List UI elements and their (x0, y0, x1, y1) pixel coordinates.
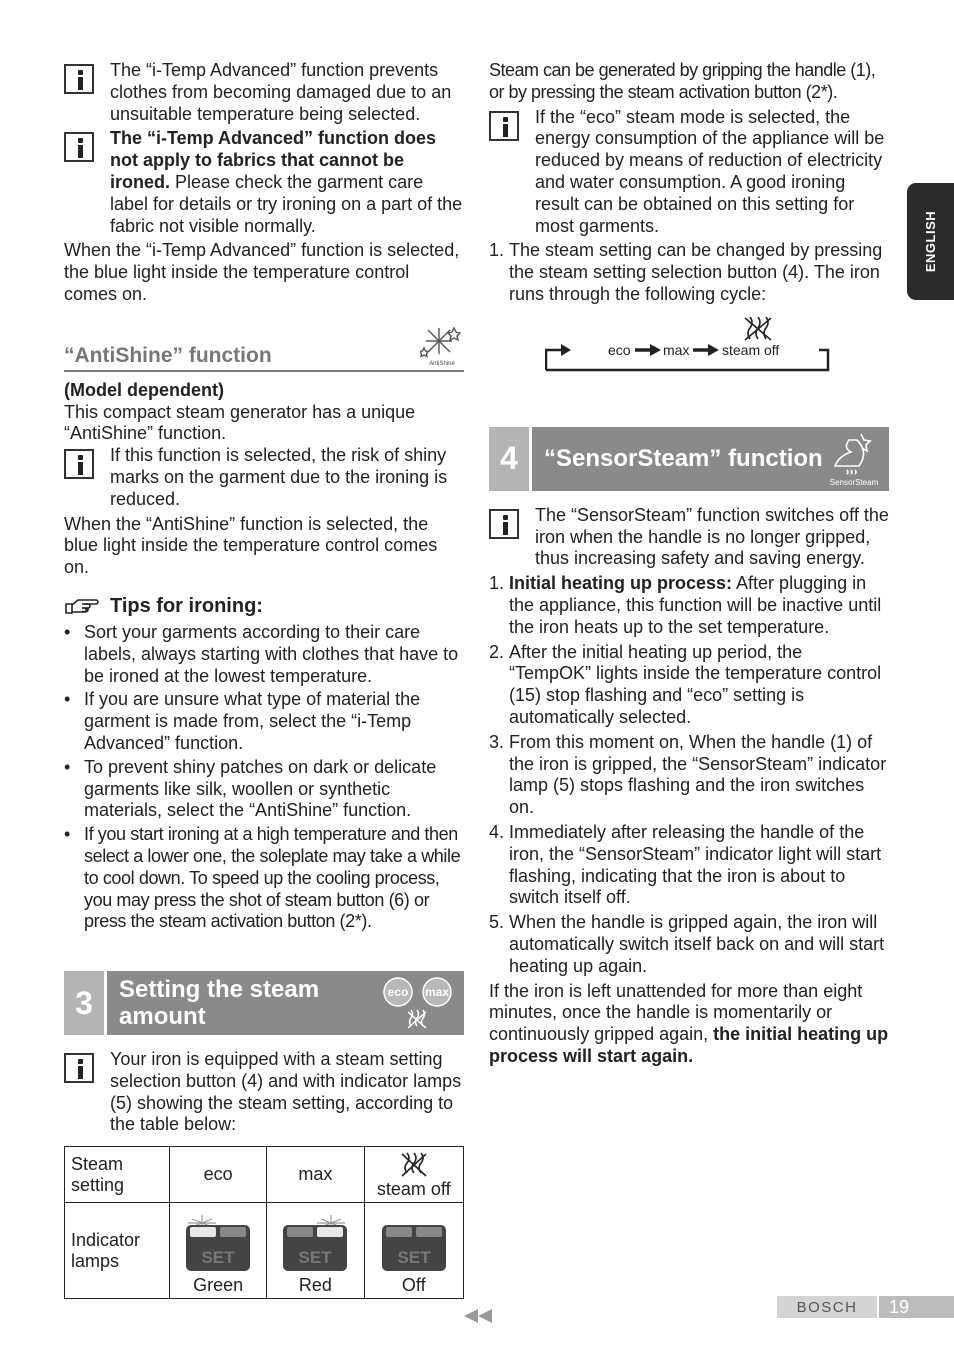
paragraph: When the “i-Temp Advanced” function is selected, the blue light inside the temperature control comes on. (64, 240, 460, 304)
left-column (64, 60, 464, 1299)
paragraph: Steam can be generated by gripping the handle (1), or by pressing the steam activation button (2*). (489, 60, 876, 102)
list-item (489, 912, 889, 977)
svg-text:SET: SET (298, 1248, 332, 1268)
step-text: The steam setting can be changed by pressing the steam setting selection button (4). The iron runs through the following cycle: (509, 240, 883, 304)
steam-cycle-steps (489, 240, 889, 305)
previous-page-icon[interactable] (464, 1309, 494, 1323)
list-item (64, 622, 464, 687)
cycle-max: max (663, 341, 690, 358)
steam-settings-table (64, 1146, 464, 1299)
info-text: If the “eco” steam mode is selected, the energy consumption of the appliance will be reduced by means of reduction of electricity and water consumption. A good ironing result can be obtained on this setting for most garments. (535, 106, 885, 236)
info-text: The “i-Temp Advanced” function prevents clothes from becoming damaged due to an unsuitable temperature being selected. (110, 60, 452, 124)
list-item (489, 822, 889, 909)
step-number: 5. (489, 912, 505, 933)
section-title (119, 976, 319, 1030)
language-tab-label: ENGLISH (923, 210, 939, 273)
info-note (64, 128, 464, 237)
step-number: 3. (489, 731, 505, 752)
info-icon (64, 1053, 94, 1083)
list-item (489, 732, 889, 819)
steam-amount-icons (382, 974, 454, 1032)
section-4-header (489, 427, 889, 491)
info-icon (64, 64, 94, 94)
tips-heading-row (64, 595, 464, 618)
table-cell (364, 1203, 463, 1299)
info-text: The “SensorSteam” function switches off the iron when the handle is no longer gripped, thus increasing safety and saving energy. (535, 504, 889, 569)
closing-bold: the initial heating up process will start again. (489, 1024, 889, 1066)
bold-text: The “i-Temp Advanced” function does not apply to fabrics that cannot be ironed. (110, 128, 437, 192)
svg-text:SET: SET (397, 1248, 431, 1268)
tips-list (64, 622, 464, 933)
language-tab (907, 183, 954, 300)
svg-text:SensorSteam: SensorSteam (829, 477, 879, 487)
table-cell-text: Green (193, 1275, 244, 1296)
info-text (110, 128, 464, 237)
sensorsteam-steps (489, 573, 889, 977)
step-text: When the handle is gripped again, the iron will automatically switch itself back on and will start heating up again. (509, 912, 885, 976)
brand-label: BOSCH (777, 1296, 877, 1318)
antishine-heading: “AntiShine” function (64, 343, 272, 367)
list-item-text: • If you are unsure what type of material the garment is made from, select the “i-Temp Advanced” function. (84, 689, 421, 753)
step-text: From this moment on, When the handle (1) of the iron is gripped, the “SensorSteam” indicator lamp (5) stops flashing and the iron switches on. (509, 731, 887, 818)
table-cell: Steam setting (65, 1147, 170, 1203)
step-number: 1. (489, 573, 505, 594)
indicator-lamp-off-icon (378, 1213, 450, 1275)
table-cell-text: steam off (376, 1179, 451, 1200)
section-title: “SensorSteam” function (544, 445, 823, 473)
page-number: 19 (879, 1296, 954, 1318)
model-dependent: (Model dependent) (64, 379, 224, 400)
section-3-header (64, 971, 464, 1035)
section-title-line: Setting the steam (119, 976, 320, 1004)
list-item (64, 757, 464, 822)
info-icon (489, 111, 519, 141)
max-badge-icon: max (424, 985, 450, 1000)
eco-badge-icon: eco (387, 985, 409, 1000)
info-text: If this function is selected, the risk of shiny marks on the garment due to the ironing is reduced. (110, 445, 448, 509)
section-number: 3 (64, 971, 104, 1035)
paragraph: This compact steam generator has a unique “AntiShine” function. (64, 401, 416, 444)
list-item-text: • Sort your garments according to their care labels, always starting with clothes that have to be ironed at the lowest temperature. (84, 621, 459, 686)
table-cell: max (267, 1147, 364, 1203)
list-item (489, 573, 889, 638)
table-cell (170, 1203, 267, 1299)
table-cell: eco (170, 1147, 267, 1203)
paragraph: When the “AntiShine” function is selected, the blue light inside the temperature control comes on. (64, 513, 438, 578)
table-cell: Indicator lamps (65, 1203, 170, 1299)
list-item (489, 642, 889, 729)
info-icon (489, 509, 519, 539)
table-cell-text: Off (401, 1275, 426, 1296)
table-row (65, 1147, 464, 1203)
step-text: After the initial heating up period, the “TempOK” lights inside the temperature control (15) stop flashing and “eco” setting is automatically selected. (509, 641, 882, 727)
tips-heading: Tips for ironing: (110, 594, 263, 617)
closing-text: If the iron is left unattended for more than eight minutes, once the handle is momentarily or continuously gripped again, (489, 980, 863, 1045)
indicator-lamp-red-icon (279, 1213, 351, 1275)
antishine-heading-row (64, 324, 464, 372)
section-title-bar (107, 971, 464, 1035)
info-note (64, 445, 464, 510)
list-item-text: • To prevent shiny patches on dark or delicate garments like silk, woollen or synthetic materials, select the “AntiShine” function. (84, 756, 437, 821)
steam-cycle-diagram (545, 316, 889, 379)
right-column (489, 60, 889, 1068)
step-number: 1. (489, 240, 505, 261)
section-title-line: amount (119, 1003, 206, 1031)
indicator-lamp-green-icon (182, 1213, 254, 1275)
step-number: 4. (489, 821, 505, 842)
info-note (489, 107, 889, 238)
list-item (64, 689, 464, 754)
svg-text:AntiShine: AntiShine (429, 360, 455, 367)
step-number: 2. (489, 641, 505, 662)
list-item-text: • If you start ironing at a high temperature and then select a lower one, the soleplate may take a while to cool down. To speed up the cooling process, you may press the shot of steam button (6) or press the steam activation button (2*). (84, 824, 461, 932)
table-cell (364, 1147, 463, 1203)
info-icon (64, 132, 94, 162)
step-text: After plugging in the appliance, this function will be inactive until the iron heats up to the set temperature. (509, 573, 882, 637)
steam-off-icon (399, 1151, 429, 1179)
step-text: Immediately after releasing the handle of the iron, the “SensorSteam” indicator light will start flashing, indicating that the iron is about to switch itself off. (509, 821, 882, 908)
list-item (64, 824, 464, 933)
step-bold: Initial heating up process: (509, 573, 733, 594)
cycle-eco: eco (608, 341, 631, 358)
pointing-hand-icon (64, 596, 100, 616)
table-cell-text: Red (298, 1275, 332, 1296)
regular-text: Please check the garment care label for details or try ironing on a part of the fabric not visible normally. (110, 171, 463, 236)
closing-paragraph (489, 981, 889, 1068)
table-cell (267, 1203, 364, 1299)
antishine-icon (420, 324, 464, 368)
info-note (64, 60, 464, 125)
section-title-bar (532, 427, 889, 491)
list-item (489, 240, 889, 305)
sensorsteam-icon (829, 430, 879, 488)
info-note (64, 1049, 464, 1136)
info-text: Your iron is equipped with a steam setting selection button (4) and with indicator lamps (5) showing the steam setting, according to the table below: (110, 1049, 462, 1135)
cycle-steam-off: steam off (722, 341, 780, 358)
steam-cycle-svg (545, 316, 831, 374)
table-row (65, 1203, 464, 1299)
section-number: 4 (489, 427, 529, 491)
svg-text:SET: SET (201, 1248, 235, 1268)
info-note (489, 505, 889, 570)
info-icon (64, 449, 94, 479)
